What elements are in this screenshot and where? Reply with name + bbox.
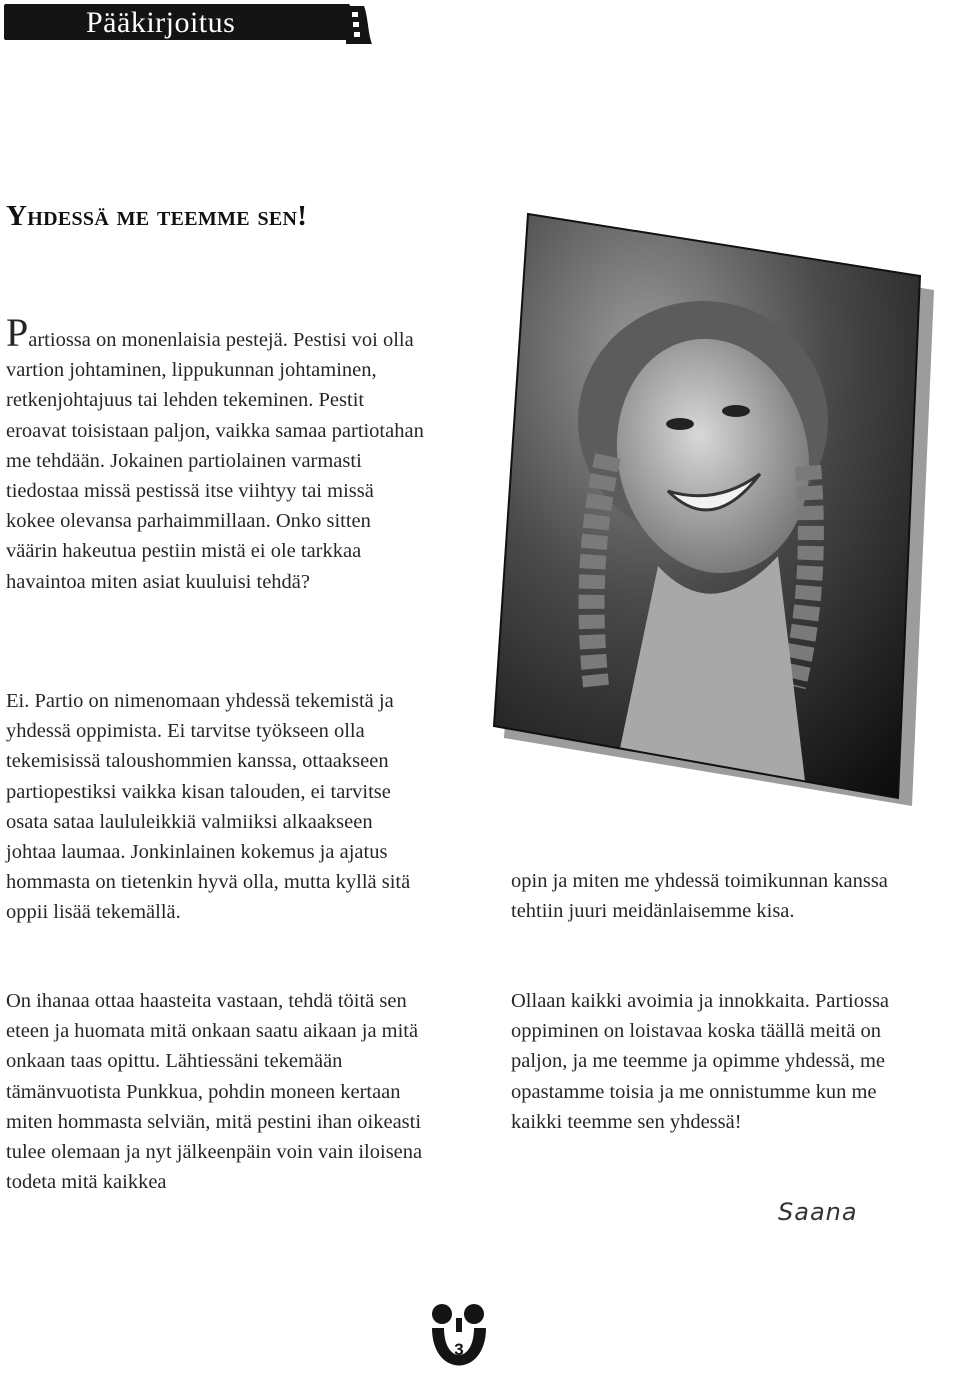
author-photo — [488, 206, 938, 806]
section-header-bar — [4, 4, 350, 40]
paragraph-1 — [6, 310, 426, 597]
page-number-badge — [422, 1298, 496, 1382]
clover-leaf-icon — [432, 1304, 452, 1324]
article-heading: Yhdessä me teemme sen! — [6, 200, 308, 232]
paragraph-2 — [6, 686, 426, 928]
page-number: 3 — [454, 1340, 464, 1359]
paragraph-5 — [511, 986, 931, 1137]
paragraph-4 — [511, 866, 931, 926]
paragraph-3 — [6, 986, 426, 1197]
paragraph-4-text: opin ja miten me yhdessä toimikunnan kanssa tehtiin juuri meidänlaisemme kisa. — [511, 870, 888, 923]
paragraph-1-text: artiossa on monenlaisia pestejä. Pestisi voi olla vartion johtaminen, lippukunnan johtaminen, retkenjohtajuus tai lehden tekeminen. Pestit eroavat toisistaan paljon, vaikka samaa partiotahan me tehdään. Jokainen partiolainen varmasti tiedostaa missä pestissä itse viihtyy tai missä kokee olevansa parhaimmillaan. Onko sitten väärin hakeutua pestiin mistä ei ole tarkkaa havaintoa miten asiat kuuluisi tehdä? — [6, 329, 424, 593]
author-signature: Saana — [778, 1198, 858, 1226]
paragraph-3-text: On ihanaa ottaa haasteita vastaan, tehdä töitä sen eteen ja huomata mitä onkaan saatu aikaan ja mitä onkaan taas opittu. Lähtiessäni tekemään tämänvuotista Punkkua, pohdin moneen kertaan miten hommasta selviän, mitä pestini ihan oikeasti tulee olemaan ja nyt jälkeenpäin voin vain iloisena todeta mitä kaikkea — [6, 990, 423, 1194]
paragraph-5-text: Ollaan kaikki avoimia ja innokkaita. Partiossa oppiminen on loistavaa koska täällä meitä on paljon, ja me teemme ja opimme yhdessä, me opastamme toisia ja me onnistumme kun me kaikki teemme sen yhdessä! — [511, 990, 890, 1133]
paragraph-2-text: Ei. Partio on nimenomaan yhdessä tekemistä ja yhdessä oppimista. Ei tarvitse työkseen olla tekemisissä taloushommien kanssa, ottaakseen partiopestiksi vaikka kisan talouden, ei tarvitse osata sataa laululeikkiä valmiiksi alkaakseen johtaa laumaa. Jonkinlainen kokemus ja ajatus hommasta on tietenkin hyvä olla, mutta kyllä sitä oppii lisää tekemällä. — [6, 690, 411, 924]
section-title: Pääkirjoitus — [86, 6, 236, 39]
film-strip-icon — [342, 6, 374, 44]
drop-cap: P — [6, 310, 29, 355]
